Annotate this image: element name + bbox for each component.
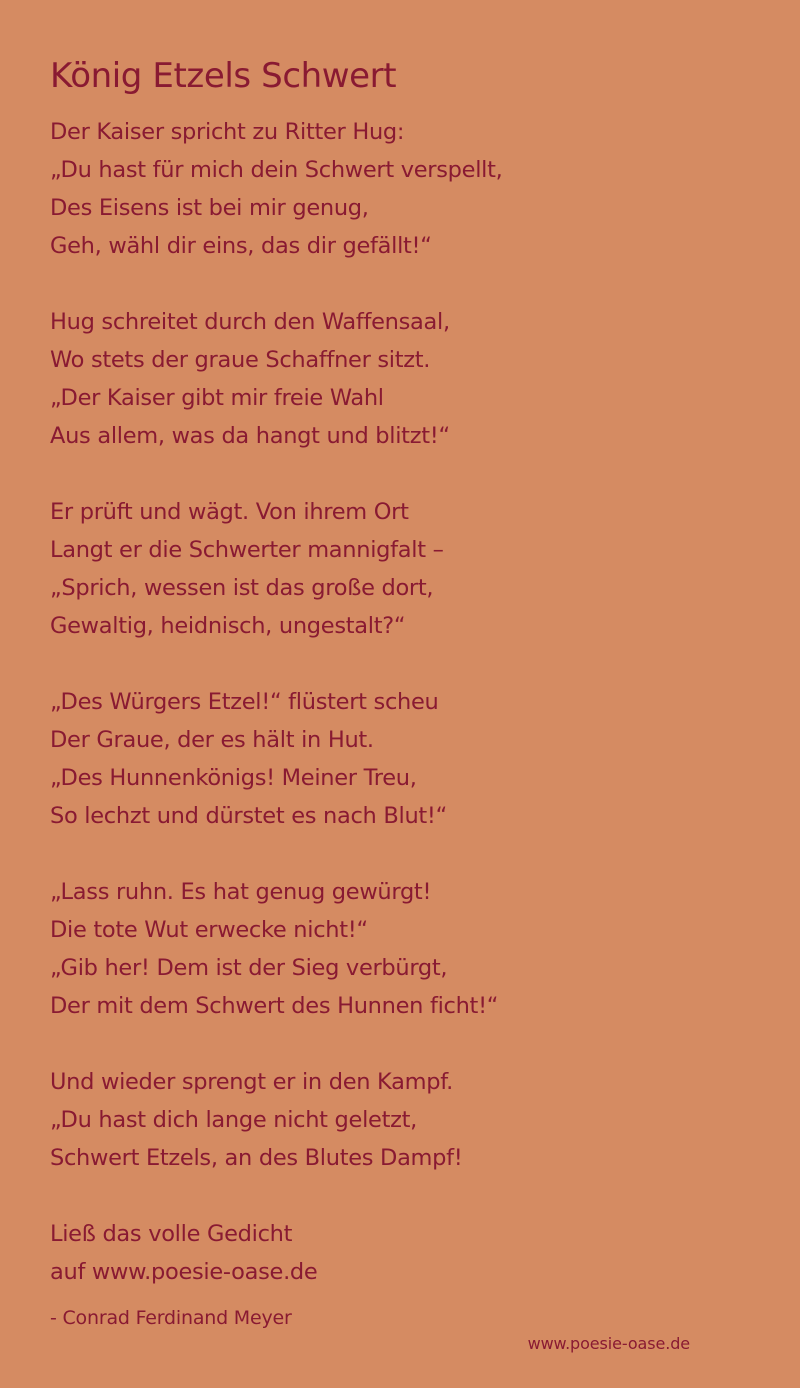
stanza-1 (50, 113, 770, 265)
poem-body (50, 113, 770, 1177)
poem-line: Er prüft und wägt. Von ihrem Ort (50, 499, 409, 525)
poem-card (50, 54, 770, 1331)
poem-line: „Du hast für mich dein Schwert verspellt, (50, 157, 503, 183)
poem-line: Der Graue, der es hält in Hut. (50, 727, 374, 753)
poem-line: Des Eisens ist bei mir genug, (50, 195, 369, 221)
poem-line: „Des Würgers Etzel!“ flüstert scheu (50, 689, 439, 715)
poem-line: „Du hast dich lange nicht geletzt, (50, 1107, 417, 1133)
poem-line: Gewaltig, heidnisch, ungestalt?“ (50, 613, 406, 639)
poem-line: Wo stets der graue Schaffner sitzt. (50, 347, 431, 373)
stanza-5 (50, 873, 770, 1025)
poem-line: „Gib her! Dem ist der Sieg verbürgt, (50, 955, 448, 981)
poem-line: „Der Kaiser gibt mir freie Wahl (50, 385, 384, 411)
stanza-6 (50, 1063, 770, 1177)
author-credit: - Conrad Ferdinand Meyer (50, 1307, 292, 1329)
poem-line: So lechzt und dürstet es nach Blut!“ (50, 803, 448, 829)
poem-line: „Des Hunnenkönigs! Meiner Treu, (50, 765, 417, 791)
stanza-3 (50, 493, 770, 645)
cta-line: Ließ das volle Gedicht (50, 1221, 293, 1247)
poem-line: Langt er die Schwerter mannigfalt – (50, 537, 444, 563)
stanza-2 (50, 303, 770, 455)
poem-line: Die tote Wut erwecke nicht!“ (50, 917, 368, 943)
poem-line: Geh, wähl dir eins, das dir gefällt!“ (50, 233, 432, 259)
poem-line: „Lass ruhn. Es hat genug gewürgt! (50, 879, 432, 905)
cta-line: auf www.poesie-oase.de (50, 1259, 318, 1285)
poem-line: Schwert Etzels, an des Blutes Dampf! (50, 1145, 463, 1171)
poem-line: Und wieder sprengt er in den Kampf. (50, 1069, 454, 1095)
read-full-poem-note (50, 1215, 770, 1291)
poem-line: Hug schreitet durch den Waffensaal, (50, 309, 450, 335)
poem-line: Aus allem, was da hangt und blitzt!“ (50, 423, 450, 449)
poem-line: Der Kaiser spricht zu Ritter Hug: (50, 119, 405, 145)
stanza-4 (50, 683, 770, 835)
site-watermark: www.poesie-oase.de (527, 1334, 690, 1353)
poem-title: König Etzels Schwert (50, 56, 397, 96)
poem-line: „Sprich, wessen ist das große dort, (50, 575, 434, 601)
poem-line: Der mit dem Schwert des Hunnen ficht!“ (50, 993, 499, 1019)
